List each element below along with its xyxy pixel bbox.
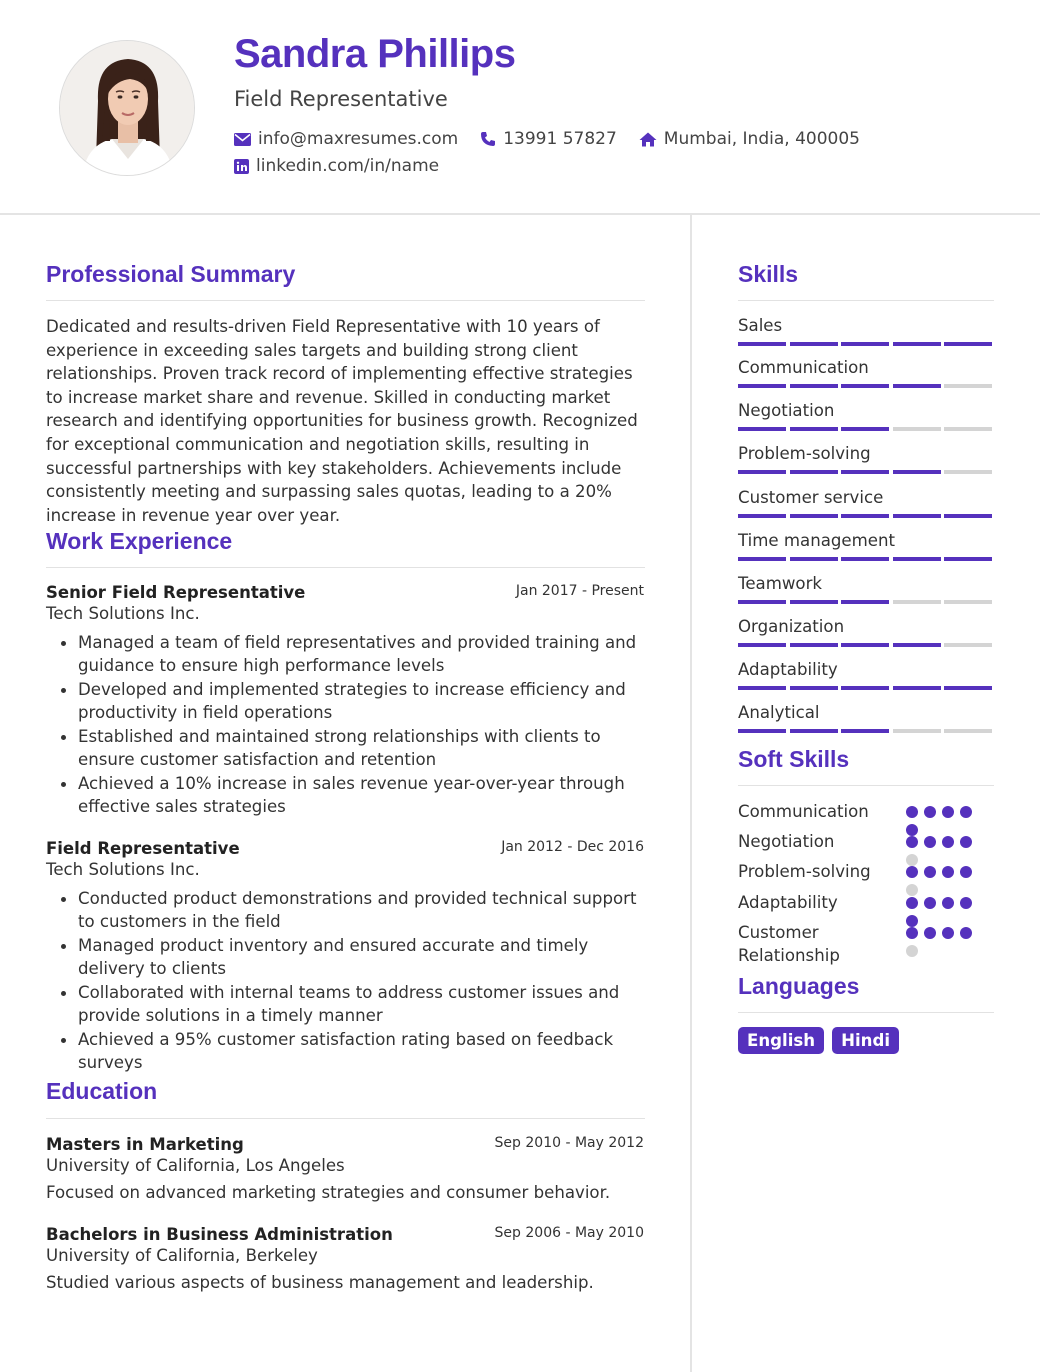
skill-bar-filled xyxy=(841,470,889,474)
skill-level-bar xyxy=(738,557,996,561)
contact-row-secondary xyxy=(234,156,461,176)
soft-skill-dot-filled xyxy=(924,927,936,939)
skill-bar-filled xyxy=(841,643,889,647)
soft-skill-name: Customer Relationship xyxy=(738,923,840,965)
soft-skill-item xyxy=(738,800,994,823)
home-icon xyxy=(639,132,657,147)
degree-title: Bachelors in Business Administration xyxy=(46,1225,393,1244)
soft-skill-dot-filled xyxy=(906,836,918,848)
column-divider xyxy=(690,215,692,1372)
job-bullet: Collaborated with internal teams to address customer issues and provide solutions in a timely manner xyxy=(46,981,646,1027)
skill-name: Organization xyxy=(738,617,845,636)
skill-bar-filled xyxy=(738,729,786,733)
education-entry xyxy=(46,1135,646,1202)
skill-item xyxy=(738,617,994,636)
skill-level-bar xyxy=(738,686,996,690)
language-tags xyxy=(738,1027,907,1054)
soft-skill-item xyxy=(738,860,994,883)
education-date: Sep 2006 - May 2010 xyxy=(494,1225,644,1241)
soft-skill-name: Adaptability xyxy=(738,893,838,912)
skill-bar-filled xyxy=(841,427,889,431)
skill-bar-filled xyxy=(841,557,889,561)
phone-icon xyxy=(480,131,496,147)
skill-name: Communication xyxy=(738,358,869,377)
resume-header xyxy=(0,0,1040,215)
skill-level-bar xyxy=(738,514,996,518)
languages-heading: Languages xyxy=(738,973,860,999)
soft-skill-dot-filled xyxy=(924,806,936,818)
skill-bar-filled xyxy=(738,342,786,346)
skills-heading: Skills xyxy=(738,261,799,287)
skill-bar-filled xyxy=(790,557,838,561)
soft-skill-dot-filled xyxy=(942,836,954,848)
contact-phone-text: 13991 57827 xyxy=(503,129,617,149)
job-company: Tech Solutions Inc. xyxy=(46,860,200,879)
skill-bar-filled xyxy=(790,470,838,474)
soft-skill-level-dots xyxy=(906,927,980,963)
skill-bar-empty xyxy=(893,427,941,431)
soft-skill-item xyxy=(738,921,994,967)
candidate-role: Field Representative xyxy=(234,87,448,111)
job-date: Jan 2012 - Dec 2016 xyxy=(501,839,644,855)
job-bullet: Established and maintained strong relationships with clients to ensure customer satisfaction and retention xyxy=(46,725,646,771)
contact-email[interactable] xyxy=(234,129,458,149)
skill-item xyxy=(738,444,994,463)
education-rule xyxy=(46,1118,645,1119)
skill-bar-filled xyxy=(893,384,941,388)
soft-skill-dot-filled xyxy=(942,806,954,818)
skill-bar-filled xyxy=(738,384,786,388)
skill-level-bar xyxy=(738,600,996,604)
skill-bar-filled xyxy=(738,600,786,604)
skill-bar-filled xyxy=(893,557,941,561)
skill-name: Time management xyxy=(738,531,896,550)
skill-name: Customer service xyxy=(738,488,884,507)
soft-skill-dot-filled xyxy=(924,897,936,909)
skill-bar-filled xyxy=(841,686,889,690)
skill-bar-filled xyxy=(944,514,992,518)
skill-bar-filled xyxy=(790,342,838,346)
soft-skills-rule xyxy=(738,785,994,786)
skill-bar-filled xyxy=(841,600,889,604)
education-description: Focused on advanced marketing strategies and consumer behavior. xyxy=(46,1183,611,1202)
soft-skill-dot-filled xyxy=(906,806,918,818)
profile-photo-image xyxy=(60,41,195,176)
envelope-icon xyxy=(234,133,251,146)
skill-item xyxy=(738,401,994,420)
soft-skill-item xyxy=(738,891,994,914)
skill-bar-filled xyxy=(738,686,786,690)
soft-skills-heading: Soft Skills xyxy=(738,746,850,772)
skill-item xyxy=(738,703,994,722)
experience-rule xyxy=(46,567,645,568)
soft-skill-dot-filled xyxy=(924,836,936,848)
summary-heading: Professional Summary xyxy=(46,261,296,287)
skills-rule xyxy=(738,300,994,301)
skill-name: Adaptability xyxy=(738,660,838,679)
skill-name: Analytical xyxy=(738,703,820,722)
skill-bar-filled xyxy=(790,643,838,647)
soft-skill-dot-filled xyxy=(960,806,972,818)
skill-bar-filled xyxy=(841,729,889,733)
skill-item xyxy=(738,316,994,335)
skill-level-bar xyxy=(738,384,996,388)
skill-bar-filled xyxy=(738,643,786,647)
skill-bar-filled xyxy=(790,686,838,690)
skill-bar-empty xyxy=(944,600,992,604)
contact-linkedin[interactable] xyxy=(234,156,439,176)
skill-bar-empty xyxy=(893,729,941,733)
contact-email-text: info@maxresumes.com xyxy=(258,129,459,149)
summary-text: Dedicated and results-driven Field Representative with 10 years of experience in exceeding sales targets and building strong client relationships. Proven track record of implementing effective strategies to increase market share and revenue. Skilled in conducting market research and identifying opportunities for business growth. Recognized for exceptional communication and negotiation skills, resulting in successful partnerships with key stakeholders. Achievements include consistently meeting and surpassing sales quotas, leading to a 20% increase in revenue year over year. xyxy=(46,317,638,525)
skill-bar-filled xyxy=(738,470,786,474)
contact-location-text: Mumbai, India, 400005 xyxy=(663,129,860,149)
language-tag: Hindi xyxy=(832,1027,899,1054)
skill-name: Negotiation xyxy=(738,401,835,420)
job-entry xyxy=(46,583,646,819)
education-date: Sep 2010 - May 2012 xyxy=(494,1135,644,1151)
school-name: University of California, Los Angeles xyxy=(46,1156,345,1175)
job-entry xyxy=(46,839,646,1075)
skill-bar-filled xyxy=(944,686,992,690)
soft-skill-name: Problem-solving xyxy=(738,862,871,881)
skill-bar-filled xyxy=(893,514,941,518)
skill-bar-filled xyxy=(790,427,838,431)
skill-bar-filled xyxy=(790,729,838,733)
skill-name: Teamwork xyxy=(738,574,823,593)
job-date: Jan 2017 - Present xyxy=(515,583,644,599)
contact-location xyxy=(639,129,860,149)
job-bullet: Achieved a 95% customer satisfaction rating based on feedback surveys xyxy=(46,1028,646,1074)
soft-skill-dot-filled xyxy=(960,836,972,848)
soft-skill-dot-filled xyxy=(906,897,918,909)
skill-bar-filled xyxy=(893,686,941,690)
skill-bar-filled xyxy=(893,643,941,647)
soft-skill-dot-filled xyxy=(960,866,972,878)
education-heading: Education xyxy=(46,1078,158,1104)
skill-bar-filled xyxy=(790,600,838,604)
soft-skill-dot-empty xyxy=(906,945,918,957)
education-entry xyxy=(46,1225,646,1292)
skill-bar-filled xyxy=(841,384,889,388)
soft-skill-dot-filled xyxy=(960,927,972,939)
skill-bar-filled xyxy=(790,514,838,518)
skill-level-bar xyxy=(738,342,996,346)
contact-row-primary xyxy=(234,129,882,149)
skill-bar-empty xyxy=(893,600,941,604)
soft-skill-dot-filled xyxy=(906,866,918,878)
languages-rule xyxy=(738,1012,994,1013)
job-bullet: Managed product inventory and ensured accurate and timely delivery to clients xyxy=(46,934,646,980)
skill-bar-filled xyxy=(944,557,992,561)
skill-bar-filled xyxy=(841,514,889,518)
soft-skill-name: Negotiation xyxy=(738,832,835,851)
soft-skill-dot-filled xyxy=(906,927,918,939)
job-bullet: Developed and implemented strategies to increase efficiency and productivity in field operations xyxy=(46,678,646,724)
school-name: University of California, Berkeley xyxy=(46,1246,318,1265)
skill-bar-filled xyxy=(738,557,786,561)
job-title: Senior Field Representative xyxy=(46,583,306,602)
skill-name: Sales xyxy=(738,316,783,335)
job-bullet: Managed a team of field representatives and provided training and guidance to ensure high performance levels xyxy=(46,631,646,677)
skill-item xyxy=(738,574,994,593)
skill-item xyxy=(738,358,994,377)
job-bullets xyxy=(46,631,646,818)
skill-bar-filled xyxy=(893,470,941,474)
soft-skill-dot-filled xyxy=(924,866,936,878)
job-title: Field Representative xyxy=(46,839,240,858)
skill-bar-filled xyxy=(790,384,838,388)
soft-skill-dot-filled xyxy=(960,897,972,909)
skill-bar-filled xyxy=(944,342,992,346)
skill-level-bar xyxy=(738,470,996,474)
candidate-name: Sandra Phillips xyxy=(234,32,516,76)
soft-skill-dot-filled xyxy=(942,897,954,909)
soft-skill-dot-filled xyxy=(942,927,954,939)
contact-phone[interactable] xyxy=(480,129,617,149)
skill-bar-empty xyxy=(944,427,992,431)
skill-bar-empty xyxy=(944,470,992,474)
education-description: Studied various aspects of business management and leadership. xyxy=(46,1273,594,1292)
language-tag: English xyxy=(738,1027,824,1054)
skill-name: Problem-solving xyxy=(738,444,871,463)
skill-bar-filled xyxy=(738,514,786,518)
soft-skill-item xyxy=(738,830,994,853)
job-bullets xyxy=(46,887,646,1074)
skill-item xyxy=(738,488,994,507)
skill-level-bar xyxy=(738,729,996,733)
profile-photo xyxy=(59,40,195,176)
summary-rule xyxy=(46,300,645,301)
contact-linkedin-text: linkedin.com/in/name xyxy=(256,156,440,176)
linkedin-icon xyxy=(234,159,249,174)
skill-bar-empty xyxy=(944,643,992,647)
job-company: Tech Solutions Inc. xyxy=(46,604,200,623)
skill-bar-filled xyxy=(738,427,786,431)
skill-level-bar xyxy=(738,427,996,431)
skill-bar-filled xyxy=(841,342,889,346)
experience-heading: Work Experience xyxy=(46,528,233,554)
degree-title: Masters in Marketing xyxy=(46,1135,244,1154)
soft-skill-dot-filled xyxy=(942,866,954,878)
skill-bar-empty xyxy=(944,729,992,733)
skill-item xyxy=(738,531,994,550)
skill-level-bar xyxy=(738,643,996,647)
skill-bar-empty xyxy=(944,384,992,388)
soft-skill-name: Communication xyxy=(738,802,869,821)
job-bullet: Conducted product demonstrations and provided technical support to customers in the field xyxy=(46,887,646,933)
skill-bar-filled xyxy=(893,342,941,346)
job-bullet: Achieved a 10% increase in sales revenue year-over-year through effective sales strategies xyxy=(46,772,646,818)
skill-item xyxy=(738,660,994,679)
